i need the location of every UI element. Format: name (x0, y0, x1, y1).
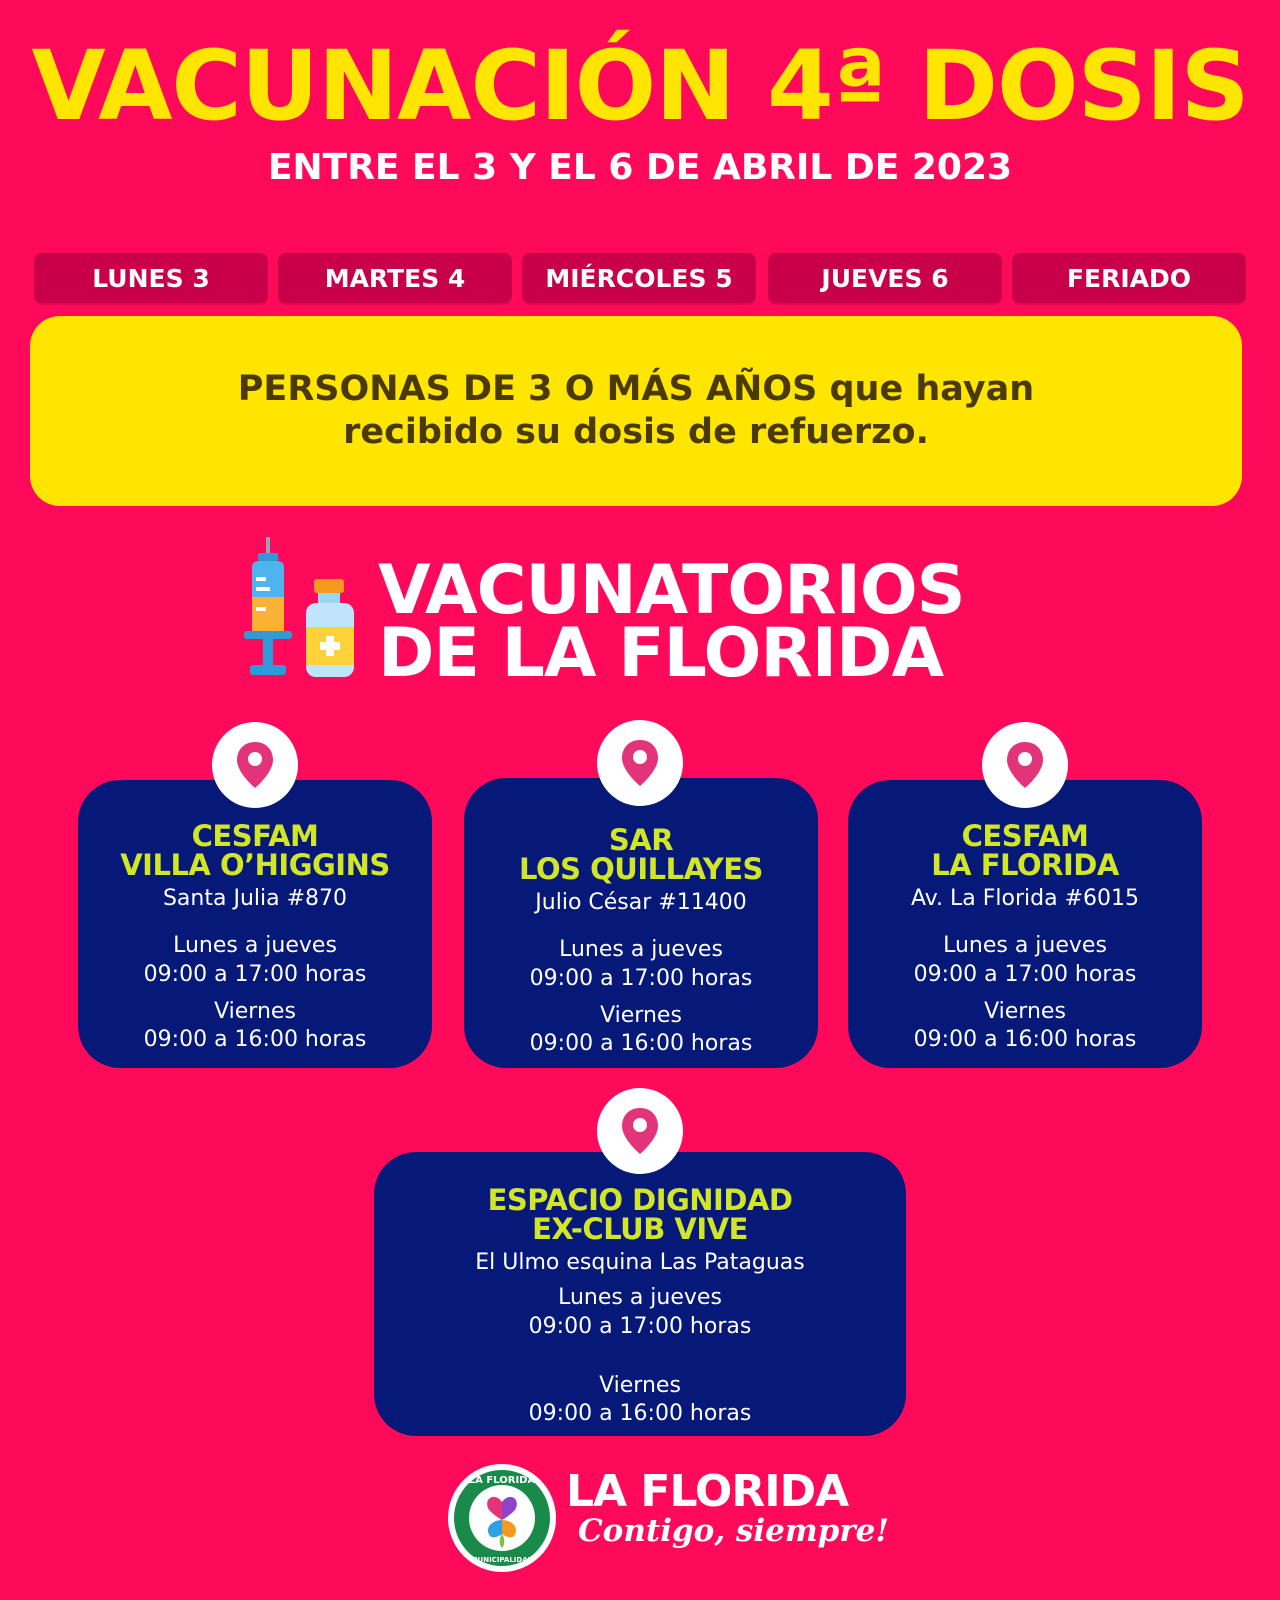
day-tab-feriado: FERIADO (1012, 253, 1246, 303)
day-tab-martes: MARTES 4 (278, 253, 512, 303)
footer-slogan: Contigo, siempre! (578, 1513, 890, 1549)
map-pin-icon (597, 1088, 683, 1174)
friday-hours: 09:00 a 16:00 horas (529, 1031, 753, 1057)
friday-label: Viernes (984, 998, 1066, 1024)
eligibility-strong: PERSONAS DE 3 O MÁS AÑOS (237, 369, 818, 410)
center-address: Julio César #11400 (535, 890, 747, 915)
center-name-line1: SAR (608, 823, 674, 857)
center-card-espacio-dignidad (374, 1152, 906, 1436)
eligibility-notice (30, 316, 1242, 506)
weekday-hours: 09:00 a 17:00 horas (143, 961, 367, 987)
center-name-line1: CESFAM (191, 819, 319, 853)
center-card-los-quillayes (464, 778, 818, 1068)
center-address: Av. La Florida #6015 (910, 886, 1140, 911)
center-card-villa-ohiggins (78, 780, 432, 1068)
eligibility-rest: que hayan recibido su dosis de refuerzo. (343, 369, 1035, 452)
weekday-label: Lunes a jueves (559, 937, 723, 963)
center-name-line2: VILLA O’HIGGINS (120, 848, 390, 882)
center-name-line2: LA FLORIDA (931, 848, 1119, 882)
friday-hours: 09:00 a 16:00 horas (913, 1027, 1137, 1053)
day-tab-lunes: LUNES 3 (34, 253, 268, 303)
weekday-hours: 09:00 a 17:00 horas (528, 1313, 752, 1339)
friday-label: Viernes (600, 1002, 682, 1028)
day-tab-jueves: JUEVES 6 (768, 253, 1002, 303)
weekday-hours: 09:00 a 17:00 horas (913, 961, 1137, 987)
center-name-line2: LOS QUILLAYES (519, 852, 763, 886)
la-florida-heart-logo (446, 1462, 558, 1574)
friday-label: Viernes (214, 998, 296, 1024)
center-name-line2: EX-CLUB VIVE (532, 1212, 748, 1246)
footer-brand: LA FLORIDA (566, 1466, 849, 1517)
date-range-subtitle: ENTRE EL 3 Y EL 6 DE ABRIL DE 2023 (267, 147, 1013, 188)
weekday-hours: 09:00 a 17:00 horas (529, 965, 753, 991)
friday-label: Viernes (599, 1372, 681, 1398)
center-name-line1: CESFAM (961, 819, 1089, 853)
weekday-label: Lunes a jueves (173, 933, 337, 959)
center-card-la-florida (848, 780, 1202, 1068)
logo-text-top: LA FLORIDA (468, 1475, 536, 1486)
weekday-label: Lunes a jueves (558, 1285, 722, 1311)
eligibility-text (186, 368, 1086, 453)
friday-hours: 09:00 a 16:00 horas (143, 1027, 367, 1053)
friday-hours: 09:00 a 16:00 horas (528, 1401, 752, 1427)
center-address: Santa Julia #870 (162, 886, 348, 911)
map-pin-icon (982, 722, 1068, 808)
center-address: El Ulmo esquina Las Pataguas (475, 1250, 805, 1275)
map-pin-icon (212, 722, 298, 808)
syringe-and-vial-icon (244, 537, 364, 687)
page-title: VACUNACIÓN 4ª DOSIS (31, 30, 1249, 142)
section-title-line2: DE LA FLORIDA (378, 613, 944, 693)
center-name-line1: ESPACIO DIGNIDAD (487, 1183, 793, 1217)
weekday-label: Lunes a jueves (943, 933, 1107, 959)
logo-text-bottom: MUNICIPALIDAD (470, 1556, 534, 1564)
centers-section-title (378, 551, 965, 693)
map-pin-icon (597, 720, 683, 806)
section-title-line1: VACUNATORIOS (378, 551, 965, 630)
day-tabs (34, 253, 1246, 303)
day-tab-miercoles: MIÉRCOLES 5 (522, 253, 756, 303)
